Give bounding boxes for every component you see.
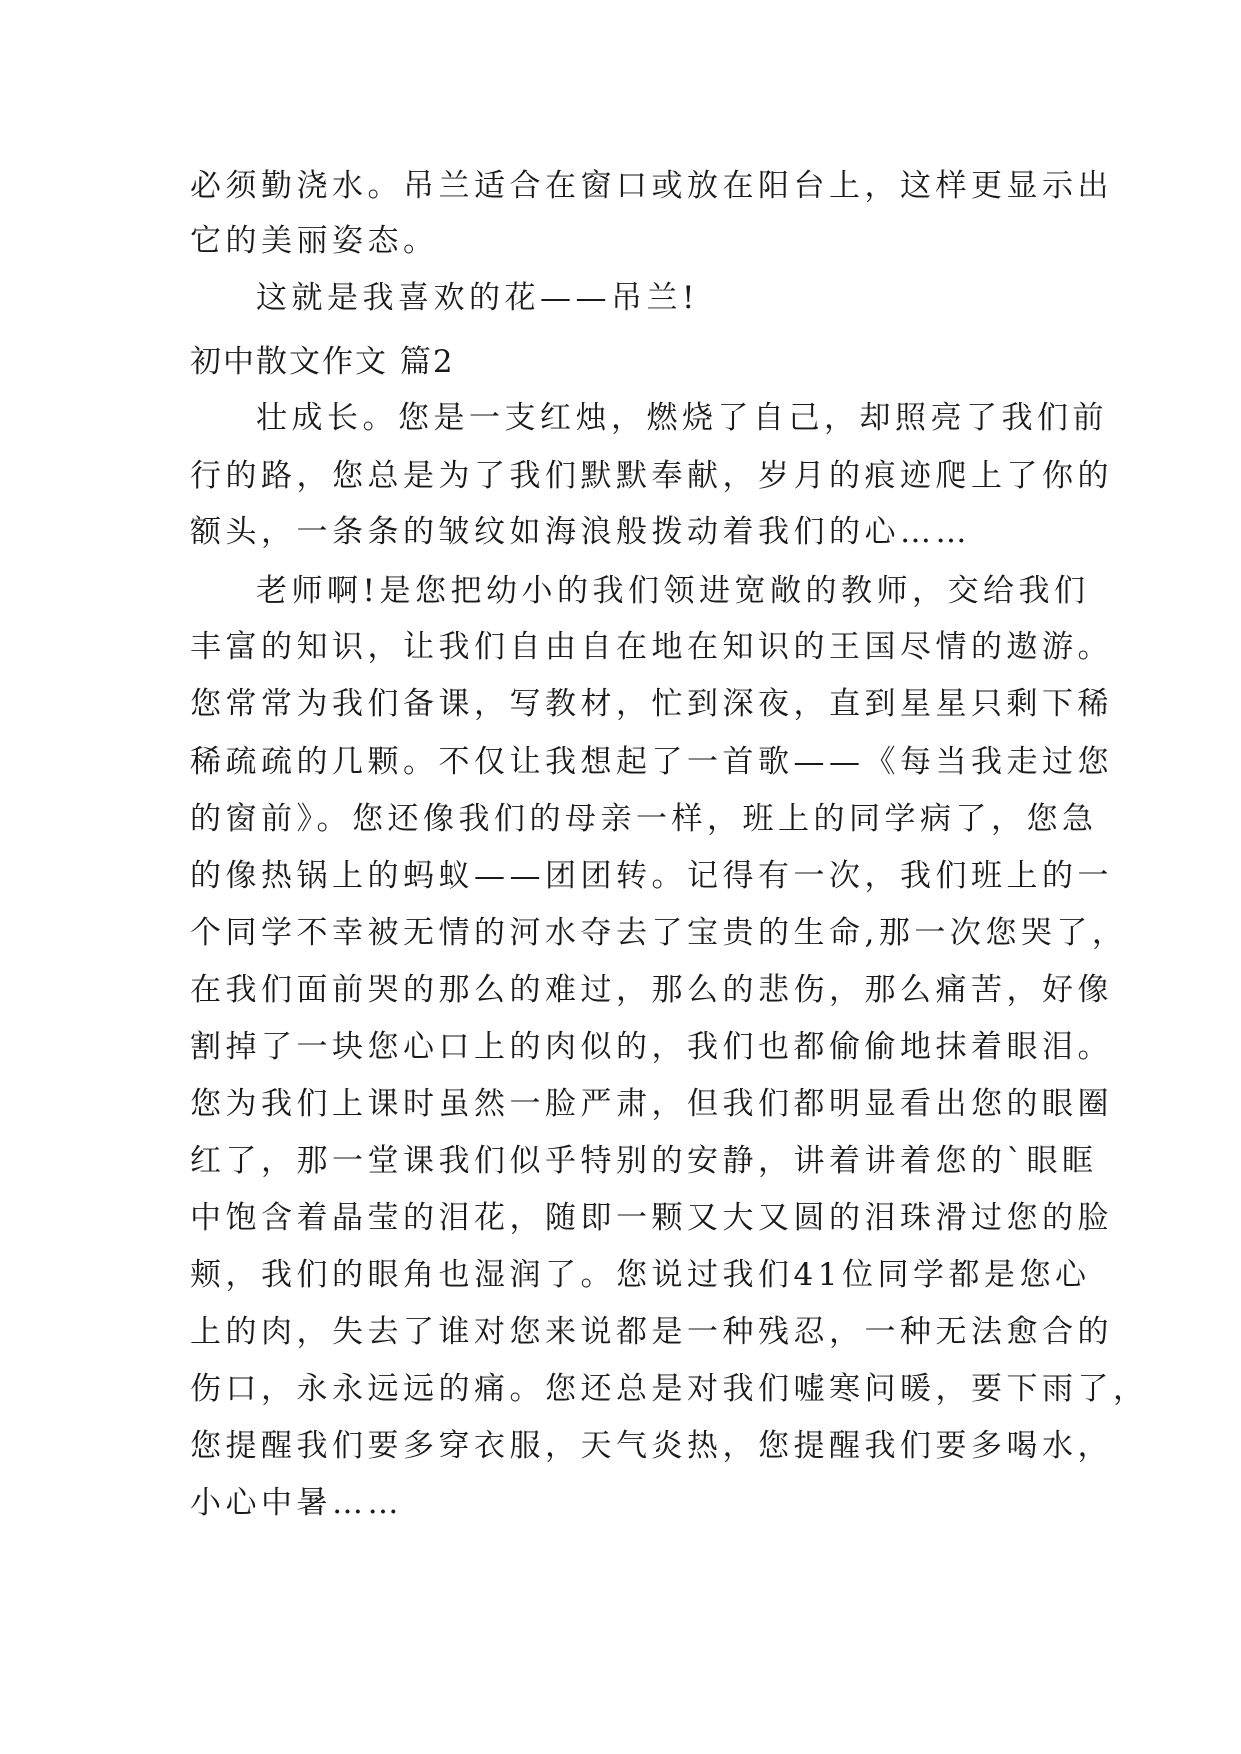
text-line: 中饱含着晶莹的泪花，随即一颗又大又圆的泪珠滑过您的脸 (190, 1200, 1113, 1236)
text-line: 的窗前》。您还像我们的母亲一样，班上的同学病了，您急 (190, 801, 1098, 837)
text-line: 壮成长。您是一支红烛，燃烧了自己，却照亮了我们前 (256, 400, 1108, 436)
text-line: 割掉了一块您心口上的肉似的，我们也都偷偷地抹着眼泪。 (190, 1029, 1113, 1065)
text-line: 额头，一条条的皱纹如海浪般拨动着我们的心…… (190, 514, 971, 550)
text-line: 您为我们上课时虽然一脸严肃，但我们都明显看出您的眼圈 (190, 1086, 1113, 1122)
text-line: 您常常为我们备课，写教材，忙到深夜，直到星星只剩下稀 (190, 686, 1113, 722)
text-line: 的像热锅上的蚂蚁——团团转。记得有一次，我们班上的一 (190, 858, 1113, 894)
text-line: 伤口，永永远远的痛。您还总是对我们嘘寒问暖，要下雨了， (190, 1371, 1149, 1407)
text-line: 它的美丽姿态。 (190, 223, 439, 259)
text-line: 个同学不幸被无情的河水夺去了宝贵的生命,那一次您哭了， (190, 915, 1128, 951)
text-line: 上的肉，失去了谁对您来说都是一种残忍，一种无法愈合的 (190, 1314, 1113, 1350)
text-line: 您提醒我们要多穿衣服，天气炎热，您提醒我们要多喝水， (190, 1428, 1113, 1464)
text-line: 这就是我喜欢的花——吊兰! (256, 280, 699, 316)
text-line: 在我们面前哭的那么的难过，那么的悲伤，那么痛苦，好像 (190, 972, 1113, 1008)
text-line: 小心中暑…… (190, 1485, 403, 1521)
text-line: 稀疏疏的几颗。不仅让我想起了一首歌——《每当我走过您 (190, 744, 1113, 780)
text-line: 行的路，您总是为了我们默默奉献，岁月的痕迹爬上了你的 (190, 458, 1113, 494)
text-line: 颊，我们的眼角也湿润了。您说过我们41位同学都是您心 (190, 1257, 1091, 1293)
text-line: 老师啊!是您把幼小的我们领进宽敞的教师，交给我们 (256, 573, 1090, 609)
text-line: 必须勤浇水。吊兰适合在窗口或放在阳台上，这样更显示出 (190, 168, 1113, 204)
section-heading: 初中散文作文 篇2 (190, 344, 455, 380)
text-line: 丰富的知识，让我们自由自在地在知识的王国尽情的遨游。 (190, 629, 1113, 665)
text-line: 红了，那一堂课我们似乎特别的安静，讲着讲着您的`眼眶 (190, 1143, 1098, 1179)
